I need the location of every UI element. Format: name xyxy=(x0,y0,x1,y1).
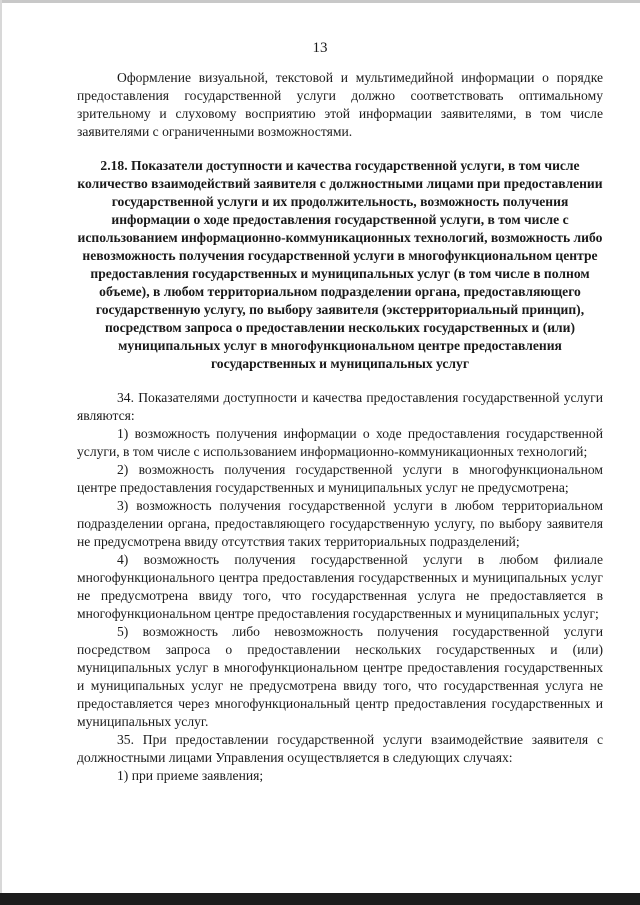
scan-left-edge xyxy=(0,0,2,905)
intro-paragraph: Оформление визуальной, текстовой и мультимедийной информации о порядке предоставления государственной услуги должно соответствовать оптимальному зрительному и слуховому восприятию этой информации заявителями, в том числе заявителями с ограниченными возможностями. xyxy=(77,70,603,139)
scan-bottom-edge xyxy=(0,893,640,905)
paragraph-35: 35. При предоставлении государственной услуги взаимодействие заявителя с должностными лицами Управления осуществляется в следующих случаях: xyxy=(77,732,603,765)
paragraph-35-item: 1) при приеме заявления; xyxy=(117,768,264,783)
section-heading: 2.18. Показатели доступности и качества государственной услуги, в том числе количество взаимодействий заявителя с должностными лицами при предоставлении государственной услуги и их продолжительность, возможность получения информации о ходе предоставления государственной услуги, в том числе с использованием информационно-коммуникационных технологий, возможность либо невозможность получения государственной услуги в многофункциональном центре предоставления государственных и муниципальных услуг (в том числе в полном объеме), в любом территориальном подразделении органа, предоставляющего государственную услугу, по выбору заявителя (экстерриториальный принцип), посредством запроса о предоставлении нескольких государственных и (или) муниципальных услуг в многофункциональном центре предоставления государственных и муниципальных услуг xyxy=(77,158,603,371)
page-number: 13 xyxy=(312,40,328,56)
list-item: 1) возможность получения информации о ходе предоставления государственной услуги, в том числе с использованием информационно-коммуникационных технологий; xyxy=(77,426,603,459)
paragraph-34: 34. Показателями доступности и качества предоставления государственной услуги являются: xyxy=(77,390,603,423)
scan-top-edge xyxy=(0,0,640,3)
list-item: 5) возможность либо невозможность получения государственной услуги посредством запроса о предоставлении нескольких государственных и (или) муниципальных услуг в многофункциональном центре предоставления государственных и муниципальных услуг не предусмотрена ввиду того, что государственная услуга не предоставляется через многофункциональный центр предоставления государственных и муниципальных услуг. xyxy=(77,624,603,729)
list-item: 4) возможность получения государственной услуги в любом филиале многофункционального центра предоставления государственных и муниципальных услуг не предусмотрена ввиду того, что государственная услуга не предоставляется в многофункциональном центре предоставления государственных и муниципальных услуг; xyxy=(77,552,603,621)
list-item: 2) возможность получения государственной услуги в многофункциональном центре предоставления государственных и муниципальных услуг не предусмотрена; xyxy=(77,462,603,495)
list-item: 3) возможность получения государственной услуги в любом территориальном подразделении органа, предоставляющего государственную услугу, по выбору заявителя не предусмотрена ввиду отсутствия таких территориальных подразделений; xyxy=(77,498,603,549)
document-body xyxy=(77,69,603,785)
